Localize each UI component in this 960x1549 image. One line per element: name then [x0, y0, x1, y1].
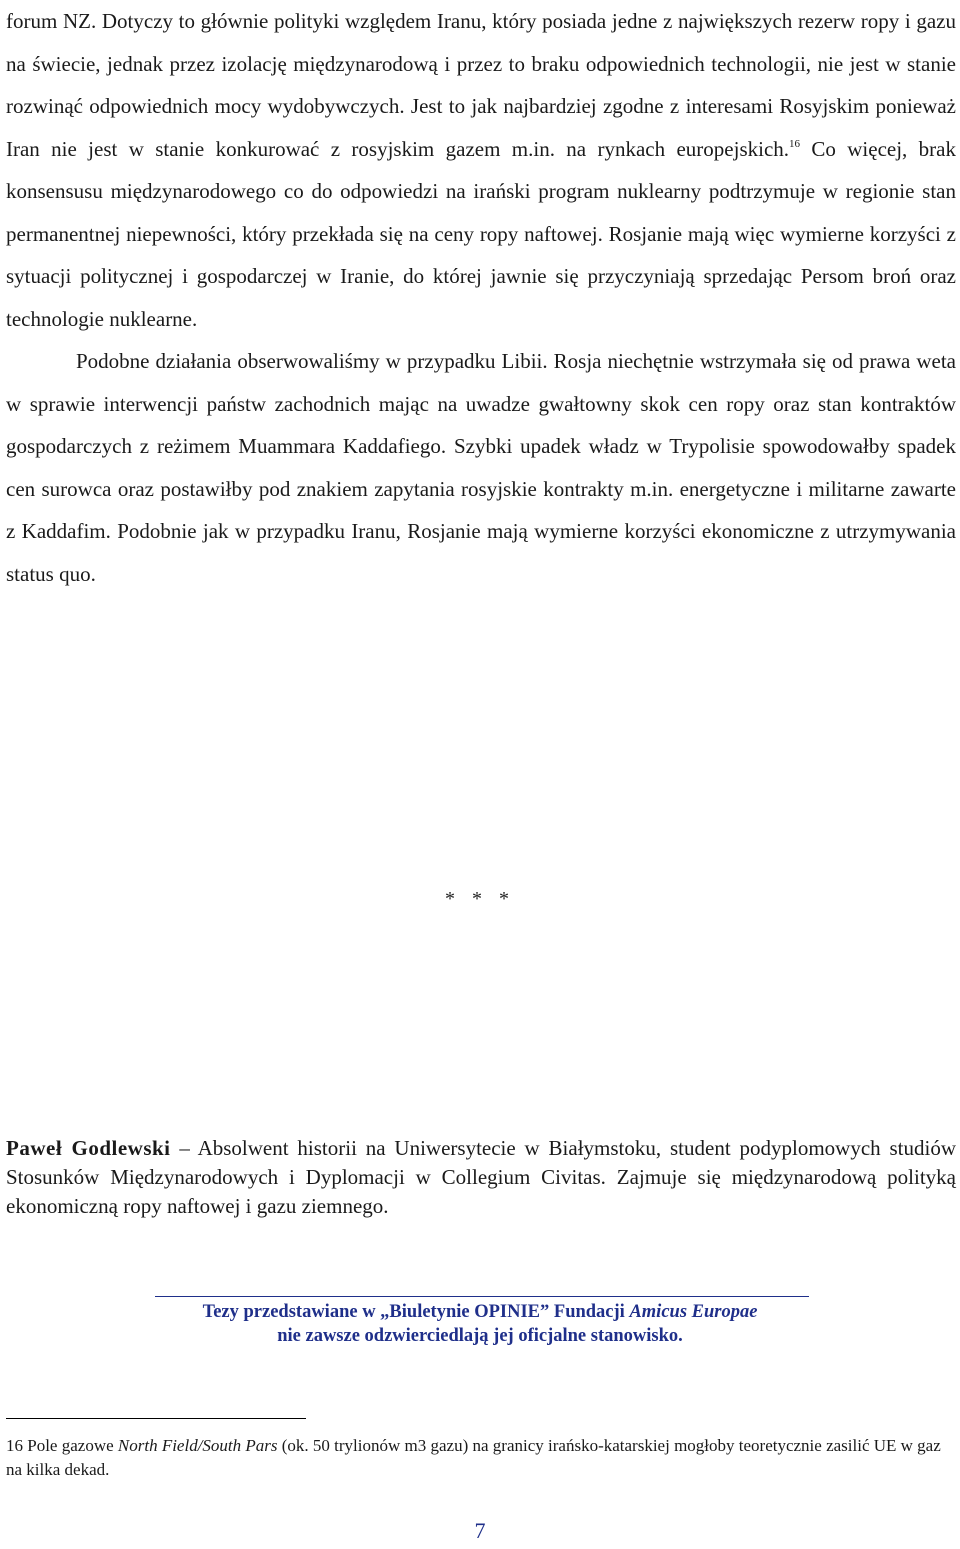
- footnote-number: 16: [6, 1436, 23, 1455]
- disclaimer: [0, 1300, 960, 1348]
- author-dash: –: [170, 1136, 198, 1160]
- gas-field-name: North Field/South Pars: [117, 1436, 278, 1455]
- article-body: [6, 0, 956, 595]
- paragraph-iran-part2: Co więcej, brak konsensusu międzynarodowego co do odpowiedzi na irański program nuklearny podtrzymuje w regionie stan permanentnej niepewności, który przekłada się na ceny ropy naftowej. Rosjanie mają więc wymierne korzyści z sytuacji politycznej i gospodarczej w Iranie, do której jawnie się przyczyniają sprzedając Persom broń oraz technologie nuklearne.: [6, 136, 956, 331]
- author-bio: [6, 1134, 956, 1221]
- paragraph-libya-text: Podobne działania obserwowaliśmy w przypadku Libii. Rosja niechętnie wstrzymała się od prawa weta w sprawie interwencji państw zachodnich mając na uwadze gwałtowny skok cen ropy oraz stan kontraktów gospodarczych z reżimem Muammara Kaddafiego. Szybki upadek władz w Trypolisie spowodowałby spadek cen surowca oraz postawiłby pod znakiem zapytania rosyjskie kontrakty m.in. energetyczne i militarne zawarte z Kaddafim. Podobnie jak w przypadku Iranu, Rosjanie mają wymierne korzyści ekonomiczne z utrzymywania status quo.: [6, 349, 956, 586]
- footnote-rule: [6, 1418, 306, 1419]
- foundation-name: Amicus Europae: [629, 1302, 758, 1322]
- author-description: Absolwent historii na Uniwersytecie w Białymstoku, student podyplomowych studiów Stosunków Międzynarodowych i Dyplomacji w Collegium Civitas. Zajmuje się międzynarodową polityką ekonomiczną ropy naftowej i gazu ziemnego.: [6, 1136, 957, 1218]
- disclaimer-rule: [155, 1296, 809, 1297]
- paragraph-libya: [6, 340, 956, 595]
- disclaimer-line-1: Tezy przedstawiane w „Biuletynie OPINIE” Fundacji Amicus Europae: [202, 1302, 758, 1322]
- paragraph-iran-part1: forum NZ. Dotyczy to głównie polityki względem Iranu, który posiada jedne z największych rezerw ropy i gazu na świecie, jednak przez izolację międzynarodową i przez to braku odpowiednich technologii, nie jest w stanie rozwinąć odpowiednich mocy wydobywczych. Jest to jak najbardziej zgodne z interesami Rosyjskim ponieważ Iran nie jest w stanie konkurować z rosyjskim gazem m.in. na rynkach europejskich.: [6, 9, 956, 161]
- paragraph-iran: [6, 0, 956, 340]
- page-number: 7: [474, 1518, 486, 1543]
- author-name: Paweł Godlewski: [6, 1136, 171, 1160]
- footnote-ref[interactable]: 16: [789, 137, 801, 150]
- disclaimer-line-2: nie zawsze odzwierciedlają jej oficjalne stanowisko.: [277, 1326, 683, 1346]
- footnote: 16 Pole gazowe North Field/South Pars (ok. 50 trylionów m3 gazu) na granicy irańsko-katarskiej mogłoby teoretycznie zasilić UE w gaz na kilka dekad.: [6, 1436, 941, 1479]
- section-separator: * * *: [445, 888, 515, 910]
